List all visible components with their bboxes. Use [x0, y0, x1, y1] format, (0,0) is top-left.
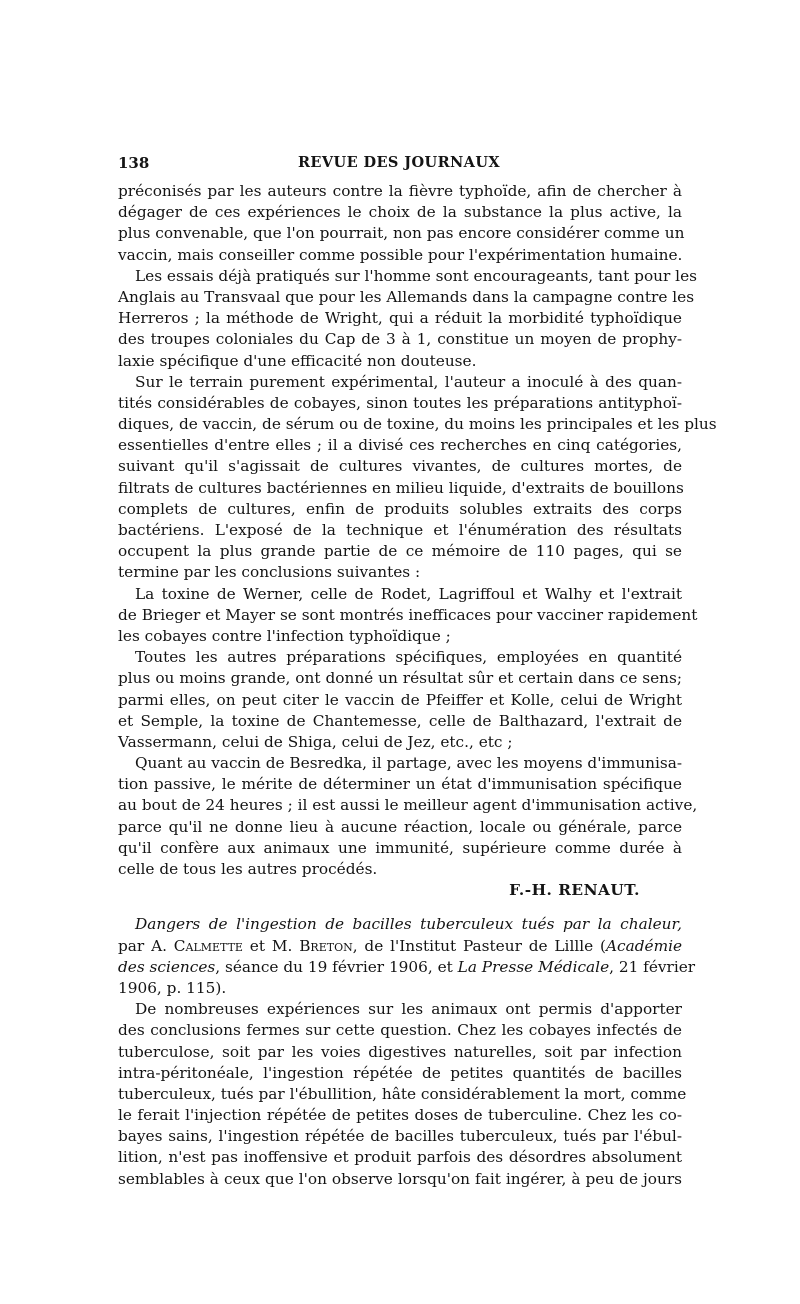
text-line: parce qu'il ne donne lieu à aucune réaction, locale ou générale, parce: [118, 817, 682, 836]
article-author: Breton: [299, 936, 353, 955]
article-by: par: [118, 936, 152, 955]
text-line: le ferait l'injection répétée de petites doses de tuberculine. Chez les co-: [118, 1106, 682, 1125]
article-source: des sciences: [118, 957, 216, 976]
text-line: Les essais déjà pratiqués sur l'homme sont encourageants, tant pour les: [135, 266, 697, 285]
article-heading-line: [118, 936, 682, 957]
article-session: , séance du 19 février 1906, et: [215, 957, 458, 976]
text-line: Quant au vaccin de Besredka, il partage, avec les moyens d'immunisa-: [135, 754, 683, 773]
article-and: et M.: [242, 936, 300, 955]
text-line: et Semple, la toxine de Chantemesse, celle de Balthazard, l'extrait de: [118, 711, 682, 730]
text-line: lition, n'est pas inoffensive et produit parfois des désordres absolument: [118, 1148, 682, 1167]
section-gap: [118, 901, 682, 914]
text-line: des conclusions fermes sur cette question. Chez les cobayes infectés de: [118, 1021, 682, 1040]
text-line: vaccin, mais conseiller comme possible pour l'expérimentation humaine.: [118, 245, 683, 264]
text-line: au bout de 24 heures ; il est aussi le meilleur agent d'immunisation active,: [118, 796, 698, 815]
text-line: celle de tous les autres procédés.: [118, 860, 378, 878]
text-line: de Brieger et Mayer se sont montrés inefficaces pour vacciner rapidement: [118, 605, 698, 624]
article-date: 1906, p. 115).: [118, 978, 227, 997]
text-line: occupent la plus grande partie de ce mémoire de 110 pages, qui se: [118, 542, 682, 561]
article-heading-line: [118, 978, 682, 999]
text-line: préconisés par les auteurs contre la fièvre typhoïde, afin de chercher à: [118, 182, 682, 200]
text-line: les cobayes contre l'infection typhoïdique ;: [118, 626, 451, 645]
text-line: Anglais au Transvaal que pour les Allemands dans la campagne contre les: [118, 287, 695, 306]
page-number: 138: [118, 154, 150, 172]
text-line: termine par les conclusions suivantes :: [118, 563, 421, 582]
text-line: essentielles d'entre elles ; il a divisé ces recherches en cinq catégories,: [118, 436, 682, 455]
text-line: suivant qu'il s'agissait de cultures vivantes, de cultures mortes, de: [118, 457, 682, 476]
signature: F.-H. RENAUT.: [509, 881, 640, 900]
body-text: [118, 181, 717, 1190]
article-author: A. Calmette: [151, 936, 243, 955]
text-line: filtrats de cultures bactériennes en milieu liquide, d'extraits de bouillons: [118, 478, 684, 497]
text-line: Sur le terrain purement expérimental, l'auteur a inoculé à des quan-: [135, 372, 682, 391]
text-line: tuberculose, soit par les voies digestives naturelles, soit par infection: [118, 1042, 682, 1061]
text-line: tion passive, le mérite de déterminer un état d'immunisation spécifique: [118, 775, 682, 794]
text-line: Vassermann, celui de Shiga, celui de Jez, etc., etc ;: [118, 732, 513, 751]
journal-title: REVUE DES JOURNAUX: [297, 154, 501, 171]
running-head: [118, 152, 680, 176]
text-line: des troupes coloniales du Cap de 3 à 1, constitue un moyen de prophy-: [118, 330, 682, 349]
text-line: dégager de ces expériences le choix de la substance la plus active, la: [118, 203, 682, 222]
text-line: laxie spécifique d'une efficacité non douteuse.: [118, 351, 477, 370]
text-line: parmi elles, on peut citer le vaccin de Pfeiffer et Kolle, celui de Wright: [118, 690, 682, 709]
text-line: Herreros ; la méthode de Wright, qui a réduit la morbidité typhoïdique: [118, 309, 682, 328]
text-line: De nombreuses expériences sur les animaux ont permis d'apporter: [135, 1000, 682, 1019]
text-line: semblables à ceux que l'on observe lorsqu'on fait ingérer, à peu de jours: [118, 1169, 682, 1188]
text-line: tuberculeux, tués par l'ébullition, hâte considérablement la mort, comme: [118, 1084, 687, 1103]
text-line: plus convenable, que l'on pourrait, non pas encore considérer comme un: [118, 224, 685, 243]
article-title: Dangers de l'ingestion de bacilles tuberculeux tués par la chaleur,: [135, 915, 682, 934]
text-line: bactériens. L'exposé de la technique et l'énumération des résultats: [118, 521, 682, 539]
text-line: tités considérables de cobayes, sinon toutes les préparations antityphoï-: [118, 393, 682, 412]
article-date: , 21 février: [609, 957, 696, 976]
article-source: Académie: [605, 936, 683, 955]
article-affiliation: , de l'Institut Pasteur de Lillle (: [352, 936, 606, 955]
text-line: La toxine de Werner, celle de Rodet, Lagriffoul et Walhy et l'extrait: [135, 584, 682, 603]
text-line: intra-péritonéale, l'ingestion répétée de petites quantités de bacilles: [118, 1063, 682, 1082]
article-journal: La Presse Médicale: [457, 957, 610, 976]
article-heading-line: [118, 914, 682, 935]
text-line: plus ou moins grande, ont donné un résultat sûr et certain dans ce sens;: [118, 669, 682, 688]
text-line: diques, de vaccin, de sérum ou de toxine, du moins les principales et les plus: [118, 415, 717, 434]
article-heading-line: [118, 957, 696, 978]
text-line: complets de cultures, enfin de produits solubles extraits des corps: [118, 499, 682, 518]
text-line: bayes sains, l'ingestion répétée de bacilles tuberculeux, tués par l'ébul-: [118, 1127, 682, 1146]
text-line: Toutes les autres préparations spécifiques, employées en quantité: [135, 648, 682, 667]
text-line: qu'il confère aux animaux une immunité, supérieure comme durée à: [118, 838, 682, 857]
